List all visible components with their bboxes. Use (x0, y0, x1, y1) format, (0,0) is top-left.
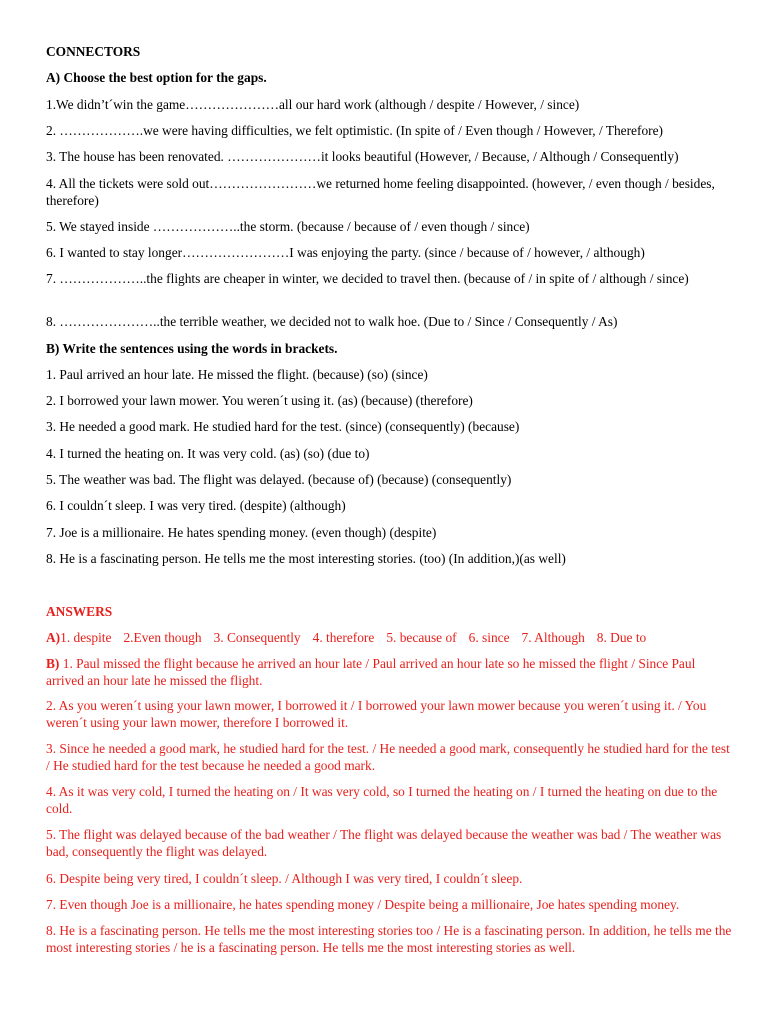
question-b-7: 7. Joe is a millionaire. He hates spending money. (even though) (despite) (46, 525, 437, 540)
answer-b-6: 6. Despite being very tired, I couldn´t sleep. / Although I was very tired, I couldn´t sleep. (46, 871, 523, 886)
answer-b-1-text: 1. Paul missed the flight because he arrived an hour late / Paul arrived an hour late so he missed the flight / Since Paul arrived an hour late he missed the flight. (46, 656, 696, 688)
question-a-2: 2. ……………….we were having difficulties, we felt optimistic. (In spite of / Even though / However, / Therefore) (46, 123, 664, 138)
question-a-3: 3. The house has been renovated. …………………it looks beautiful (However, / Because, / Although / Consequently) (46, 149, 679, 164)
answer-b-8: 8. He is a fascinating person. He tells me the most interesting stories too / He is a fascinating person. In addition, he tells me the most interesting stories / he is a fascinating person. He tells me the most interesting stories as well. (46, 923, 732, 955)
answer-b-5: 5. The flight was delayed because of the bad weather / The flight was delayed because the weather was bad / The weather was bad, consequently the flight was delayed. (46, 827, 722, 859)
question-a-4: 4. All the tickets were sold out……………………we returned home feeling disappointed. (however, / even though / besides, therefore) (46, 176, 715, 208)
answers-a-label: A) (46, 630, 61, 645)
question-b-4: 4. I turned the heating on. It was very cold. (as) (so) (due to) (46, 446, 370, 461)
answer-a-5: 5. because of (386, 630, 457, 645)
answer-b-2: 2. As you weren´t using your lawn mower, I borrowed it / I borrowed your lawn mower because you weren´t using it. / You weren´t using your lawn mower, therefore I borrowed it. (46, 698, 707, 730)
answer-b-7: 7. Even though Joe is a millionaire, he hates spending money / Despite being a millionaire, Joe hates spending money. (46, 897, 680, 912)
answer-a-1: 1. despite (60, 630, 112, 645)
answer-a-3: 3. Consequently (213, 630, 301, 645)
answer-a-8: 8. Due to (596, 630, 647, 645)
answer-a-7: 7. Although (521, 630, 585, 645)
question-a-1: 1.We didn’t´win the game…………………all our hard work (although / despite / However, / since) (46, 97, 580, 112)
question-b-6: 6. I couldn´t sleep. I was very tired. (despite) (although) (46, 498, 346, 513)
question-a-6: 6. I wanted to stay longer……………………I was enjoying the party. (since / because of / however, / although) (46, 245, 645, 260)
answers-a-row (46, 629, 736, 646)
question-a-7: 7. ………………..the flights are cheaper in winter, we decided to travel then. (because of / in spite of / although / since) (46, 271, 689, 286)
answer-a-4: 4. therefore (312, 630, 375, 645)
answer-b-4: 4. As it was very cold, I turned the heating on / It was very cold, so I turned the heating on / I turned the heating on due to the cold. (46, 784, 718, 816)
doc-title: CONNECTORS (46, 44, 141, 59)
question-b-1: 1. Paul arrived an hour late. He missed the flight. (because) (so) (since) (46, 367, 428, 382)
section-a-heading: A) Choose the best option for the gaps. (46, 70, 267, 85)
answers-b-label: B) (46, 656, 60, 671)
question-a-8: 8. …………………..the terrible weather, we decided not to walk hoe. (Due to / Since / Consequently / As) (46, 314, 618, 329)
question-a-5: 5. We stayed inside ………………..the storm. (because / because of / even though / since) (46, 219, 530, 234)
question-b-3: 3. He needed a good mark. He studied hard for the test. (since) (consequently) (because) (46, 419, 520, 434)
answer-b-3: 3. Since he needed a good mark, he studied hard for the test. / He needed a good mark, consequently he studied hard for the test / He studied hard for the test because he needed a good mark. (46, 741, 730, 773)
question-b-5: 5. The weather was bad. The flight was delayed. (because of) (because) (consequently) (46, 472, 512, 487)
question-b-8: 8. He is a fascinating person. He tells me the most interesting stories. (too) (In addition,)(as well) (46, 551, 566, 566)
question-b-2: 2. I borrowed your lawn mower. You weren´t using it. (as) (because) (therefore) (46, 393, 473, 408)
answer-b-1 (46, 655, 736, 689)
section-b-heading: B) Write the sentences using the words in brackets. (46, 341, 338, 356)
answers-heading: ANSWERS (46, 604, 113, 619)
answer-a-6: 6. since (468, 630, 510, 645)
answer-a-2: 2.Even though (123, 630, 202, 645)
